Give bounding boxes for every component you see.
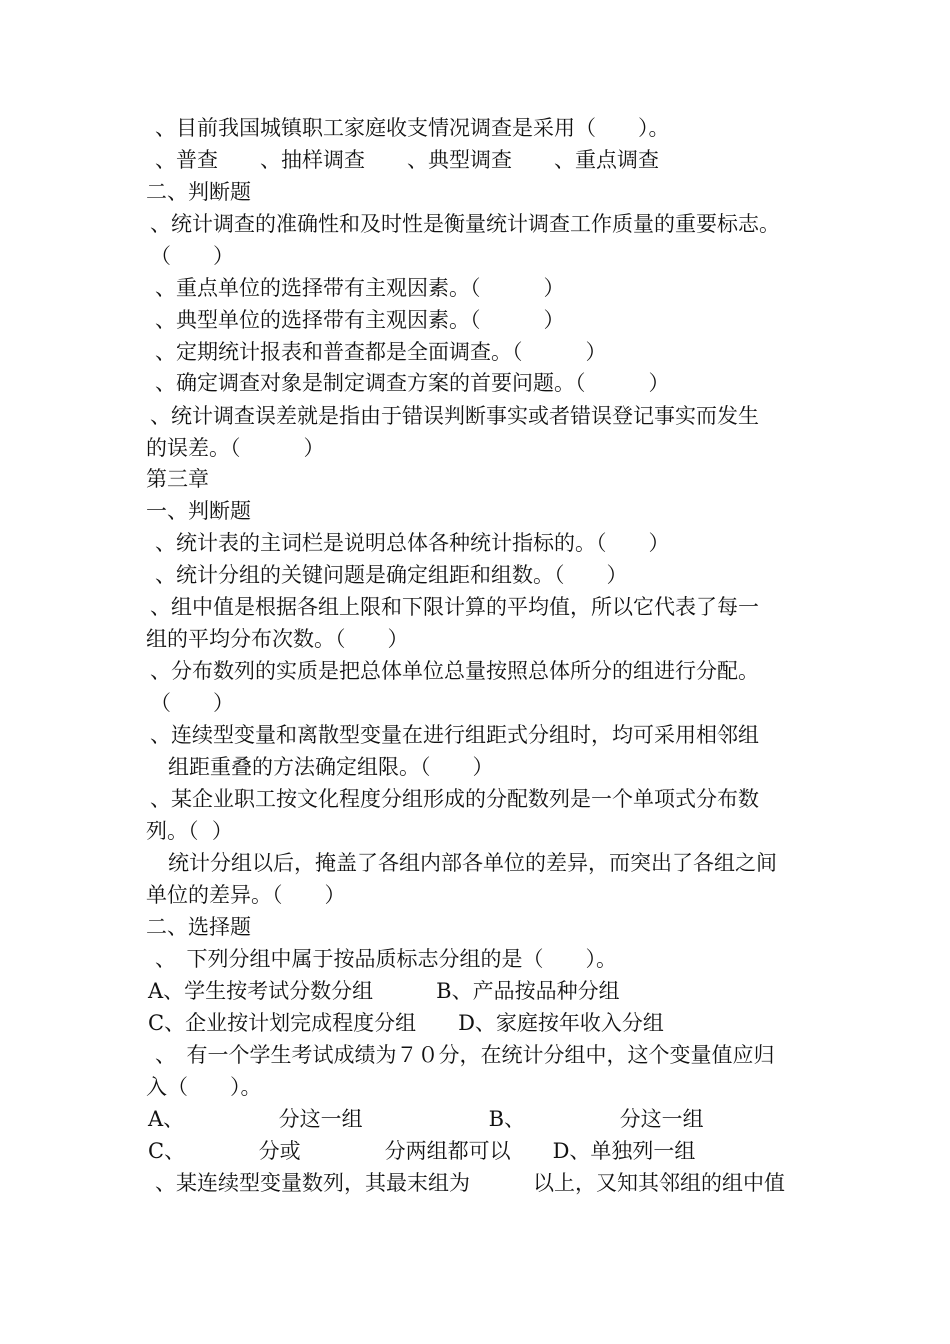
text-line: 、重点单位的选择带有主观因素。（ ） xyxy=(155,276,565,300)
text-line: 、目前我国城镇职工家庭收支情况调查是采用（ ）。 xyxy=(155,116,670,140)
text-line: （ ） xyxy=(150,244,234,268)
text-line: 列。（ ） xyxy=(146,819,233,843)
text-line: 、连续型变量和离散型变量在进行组距式分组时，均可采用相邻组 xyxy=(150,723,759,747)
text-line: 、统计调查的准确性和及时性是衡量统计调查工作质量的重要标志。 xyxy=(150,212,780,236)
text-line: 、组中值是根据各组上限和下限计算的平均值，所以它代表了每一 xyxy=(150,595,759,619)
text-line: 、典型单位的选择带有主观因素。（ ） xyxy=(155,308,565,332)
text-line: 组距重叠的方法确定组限。（ ） xyxy=(168,755,494,779)
text-line: 、某企业职工按文化程度分组形成的分配数列是一个单项式分布数 xyxy=(150,787,759,811)
text-line: 组的平均分布次数。（ ） xyxy=(146,627,409,651)
option-line: C、企业按计划完成程度分组 D、家庭按年收入分组 xyxy=(148,1011,664,1035)
text-line: 、 下列分组中属于按品质标志分组的是（ ）。 xyxy=(155,947,617,971)
text-line: 、定期统计报表和普查都是全面调查。（ ） xyxy=(155,340,607,364)
text-line: 单位的差异。（ ） xyxy=(146,883,346,907)
text-line: 、分布数列的实质是把总体单位总量按照总体所分的组进行分配。 xyxy=(150,659,759,683)
section-heading: 一、判断题 xyxy=(146,499,251,523)
option-line: A、学生按考试分数分组 B、产品按品种分组 xyxy=(148,979,620,1003)
text-line: 、普查 、抽样调查 、典型调查 、重点调查 xyxy=(155,148,659,172)
text-line: （ ） xyxy=(150,691,234,715)
chapter-heading: 第三章 xyxy=(146,467,209,491)
section-heading: 二、判断题 xyxy=(146,180,251,204)
text-line: 、某连续型变量数列，其最末组为 以上，又知其邻组的组中值 xyxy=(155,1171,785,1195)
text-line: 入（ ）。 xyxy=(146,1075,262,1099)
option-line: C、 分或 分两组都可以 D、单独列一组 xyxy=(148,1139,696,1163)
text-line: 的误差。（ ） xyxy=(146,436,325,460)
text-line: 、 有一个学生考试成绩为７０分，在统计分组中，这个变量值应归 xyxy=(155,1043,775,1067)
text-line: 、统计表的主词栏是说明总体各种统计指标的。（ ） xyxy=(155,531,670,555)
text-line: 统计分组以后，掩盖了各组内部各单位的差异，而突出了各组之间 xyxy=(168,851,777,875)
text-line: 、统计调查误差就是指由于错误判断事实或者错误登记事实而发生 xyxy=(150,404,759,428)
option-line: A、 分这一组 B、 分这一组 xyxy=(148,1107,704,1131)
text-line: 、统计分组的关键问题是确定组距和组数。（ ） xyxy=(155,563,628,587)
text-line: 、确定调查对象是制定调查方案的首要问题。（ ） xyxy=(155,371,670,395)
section-heading: 二、选择题 xyxy=(146,915,251,939)
